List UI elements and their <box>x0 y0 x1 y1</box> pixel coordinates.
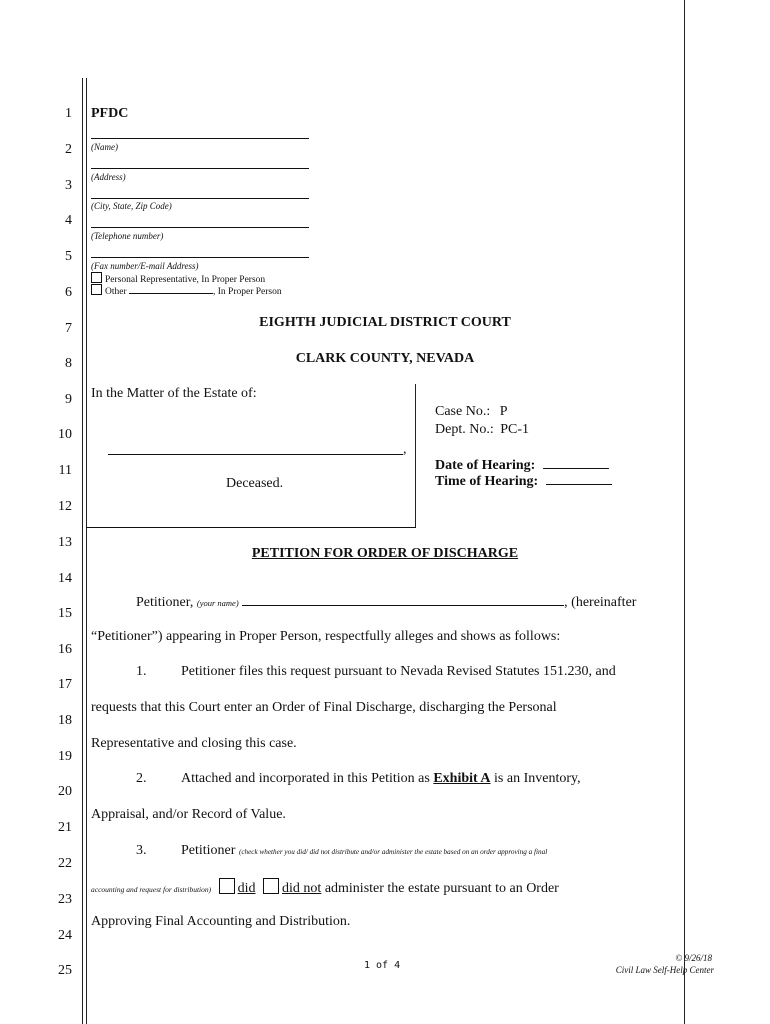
telephone-field-line[interactable] <box>91 227 309 228</box>
left-margin-line-outer <box>82 78 83 1024</box>
line-number: 25 <box>58 963 72 978</box>
city-field-label: (City, State, Zip Code) <box>91 201 172 211</box>
name-field-line[interactable] <box>91 138 309 139</box>
did-checkbox[interactable] <box>219 878 235 894</box>
intro-after: , (hereinafter <box>564 595 637 610</box>
p2-line-2: Appraisal, and/or Record of Value. <box>91 807 286 822</box>
line-number: 10 <box>58 427 72 442</box>
line-number: 14 <box>58 571 72 586</box>
line-number: 18 <box>58 713 72 728</box>
line-number: 7 <box>65 321 72 336</box>
line-number: 2 <box>65 142 72 157</box>
dept-no-value: PC-1 <box>500 422 530 437</box>
p3-line-1 <box>181 843 547 859</box>
city-field-line[interactable] <box>91 198 309 199</box>
intro-hint: (your name) <box>196 598 239 608</box>
p1-line-1: Petitioner files this request pursuant to Nevada Revised Statutes 151.230, and <box>181 664 616 679</box>
line-number: 15 <box>58 606 72 621</box>
hearing-date-label: Date of Hearing: <box>435 458 536 473</box>
p1-number: 1. <box>136 664 147 679</box>
hearing-time-blank[interactable] <box>546 472 612 485</box>
name-field-label: (Name) <box>91 142 118 152</box>
option-other <box>91 284 282 297</box>
p3-line-2 <box>91 878 559 897</box>
line-number: 17 <box>58 677 72 692</box>
p2-number: 2. <box>136 771 147 786</box>
line-number: 24 <box>58 928 72 943</box>
right-margin-line <box>684 0 685 1024</box>
fax-email-field-label: (Fax number/E-mail Address) <box>91 261 199 271</box>
did-not-label: did not <box>282 881 322 896</box>
line-number: 5 <box>65 249 72 264</box>
other-suffix: , In Proper Person <box>213 287 282 297</box>
p3-line-3: Approving Final Accounting and Distribution. <box>91 914 351 929</box>
address-field-label: (Address) <box>91 172 126 182</box>
dept-no <box>435 422 529 438</box>
caption-divider <box>415 384 416 527</box>
p3-hint-2: accounting and request for distribution) <box>91 885 212 894</box>
decedent-name-line[interactable] <box>108 454 403 455</box>
dept-no-label: Dept. No.: <box>435 422 494 437</box>
decedent-comma: , <box>403 442 407 457</box>
p3-hint-1: (check whether you did/ did not distribute and/or administer the estate based on an order approving a final <box>238 848 548 856</box>
line-number: 8 <box>65 356 72 371</box>
intro-line-2: “Petitioner”) appearing in Proper Person, respectfully alleges and shows as follows: <box>91 629 561 644</box>
case-no-label: Case No.: <box>435 404 491 419</box>
p1-line-3: Representative and closing this case. <box>91 736 297 751</box>
p3-after: administer the estate pursuant to an Order <box>324 881 559 896</box>
hearing-time-label: Time of Hearing: <box>435 474 539 489</box>
line-number: 13 <box>58 535 72 550</box>
hearing-time <box>435 472 612 490</box>
intro-petitioner: Petitioner, <box>136 595 194 610</box>
matter-text: In the Matter of the Estate of: <box>91 386 257 401</box>
did-not-checkbox[interactable] <box>263 878 279 894</box>
personal-rep-checkbox[interactable] <box>91 272 102 283</box>
p1-line-2: requests that this Court enter an Order of Final Discharge, discharging the Personal <box>91 700 557 715</box>
footer-center: Civil Law Self-Help Center <box>615 965 714 975</box>
line-number: 9 <box>65 392 72 407</box>
line-number: 11 <box>58 463 72 478</box>
p3-petitioner: Petitioner <box>181 843 236 858</box>
court-county: CLARK COUNTY, NEVADA <box>295 351 475 366</box>
case-no <box>435 404 508 420</box>
fax-email-field-line[interactable] <box>91 257 309 258</box>
line-number: 12 <box>58 499 72 514</box>
intro-line-1 <box>136 593 636 611</box>
did-label: did <box>237 881 256 896</box>
line-number: 23 <box>58 892 72 907</box>
page-number: 1 of 4 <box>364 960 401 971</box>
line-number: 6 <box>65 285 72 300</box>
line-number: 22 <box>58 856 72 871</box>
petition-title: PETITION FOR ORDER OF DISCHARGE <box>251 546 519 561</box>
line-number: 21 <box>58 820 72 835</box>
case-no-value: P <box>499 404 508 419</box>
line-number: 1 <box>65 106 72 121</box>
form-code: PFDC <box>91 106 129 121</box>
line-number: 19 <box>58 749 72 764</box>
line-number: 20 <box>58 784 72 799</box>
court-name: EIGHTH JUDICIAL DISTRICT COURT <box>259 315 511 330</box>
other-label: Other <box>105 287 130 297</box>
caption-bottom-line <box>86 527 416 528</box>
line-number: 4 <box>65 213 72 228</box>
p3-number: 3. <box>136 843 147 858</box>
petitioner-name-blank[interactable] <box>242 593 564 606</box>
line-number: 16 <box>58 642 72 657</box>
p2-after: is an Inventory, <box>494 771 581 786</box>
telephone-field-label: (Telephone number) <box>91 231 164 241</box>
line-number: 3 <box>65 178 72 193</box>
other-blank[interactable] <box>129 285 213 294</box>
personal-rep-label: Personal Representative, In Proper Person <box>105 275 266 285</box>
other-checkbox[interactable] <box>91 284 102 295</box>
p2-exhibit: Exhibit A <box>433 771 491 786</box>
p2-line-1 <box>181 771 581 787</box>
footer-date: © 9/26/18 <box>675 953 712 963</box>
p2-before: Attached and incorporated in this Petition as <box>181 771 430 786</box>
hearing-date-blank[interactable] <box>543 456 609 469</box>
deceased-label: Deceased. <box>226 476 284 491</box>
address-field-line[interactable] <box>91 168 309 169</box>
